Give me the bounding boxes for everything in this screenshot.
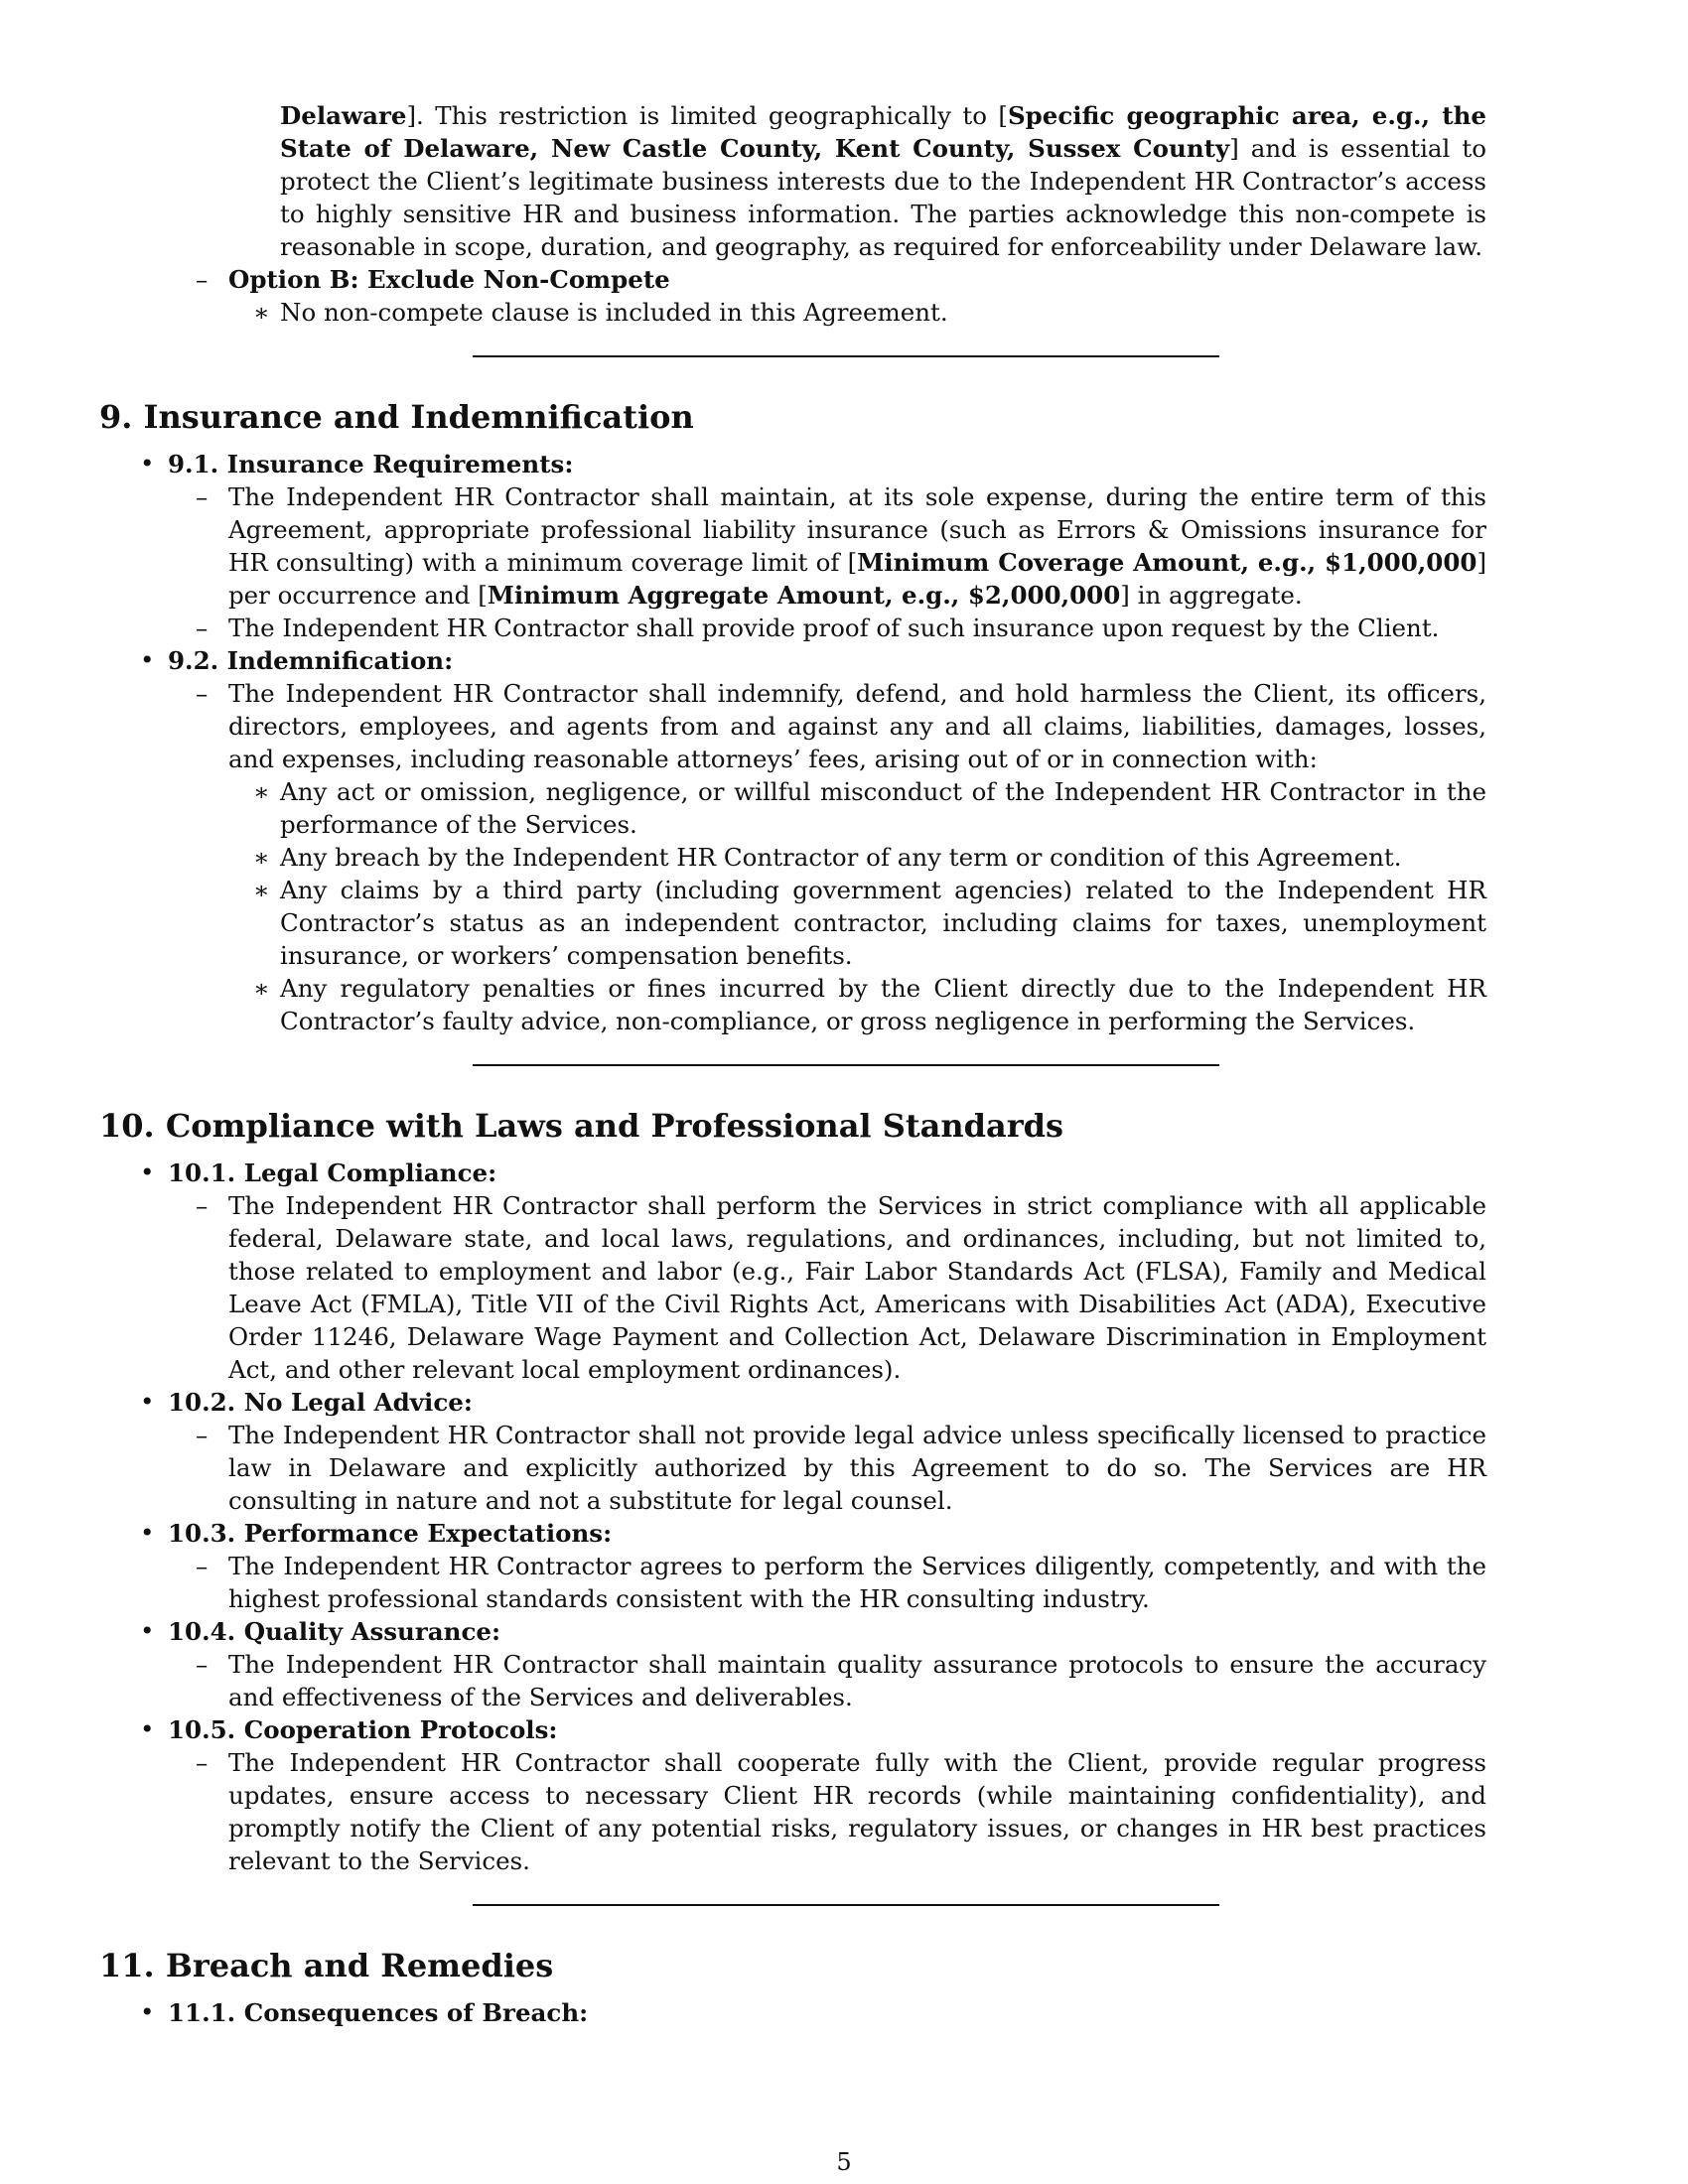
subsection-11-1: • 11.1. Consequences of Breach: (140, 1997, 589, 2027)
bullet-marker: • (140, 645, 155, 674)
s101-paragraph: – The Independent HR Contractor shall perform the Services in strict compliance with all applicable federal, Delaware state, and local laws, regulations, and ordinances, including, but not limited to, those related to employment and labor (e.g., Fair Labor Standards Act (FLSA), Family and Medical Leave Act (FMLA), Title VII of the Civil Rights Act, Americans with Disabilities Act (ADA), Executive Order 11246, Delaware Wage Payment and Collection Act, Delaware Discrimination in Employment Act, and other relevant local employment ordinances). (196, 1191, 1486, 1384)
section-10-title: 10. Compliance with Laws and Professional Standards (99, 1107, 1063, 1145)
noncompete-continuation: Delaware]. This restriction is limited geographically to [Specific geographic area, e.g., the State of Delaware, New Castle County, Kent County, Sussex County] and is essential to protect the Client’s legitimate business interests due to the Independent HR Contractor’s access to highly sensitive HR and business information. The parties acknowledge this non-compete is reasonable in scope, duration, and geography, as required for enforceability under Delaware law. (280, 101, 1486, 261)
option-b: – Option B: Exclude Non-Compete (196, 265, 670, 294)
option-b-item: ∗ No non-compete clause is included in this Agreement. (253, 298, 948, 327)
subsection-10-1: • 10.1. Legal Compliance: (140, 1158, 497, 1187)
s92-paragraph: – The Independent HR Contractor shall indemnify, defend, and hold harmless the Client, its officers, directors, employees, and agents from and against any and all claims, liabilities, damages, losses, and expenses, including reasonable attorneys’ fees, arising out of or in connection with: (196, 679, 1486, 773)
dash-marker: – (196, 265, 209, 294)
subsection-9-2: • 9.2. Indemnification: (140, 645, 454, 675)
section-9-title: 9. Insurance and Indemnification (99, 398, 694, 436)
asterisk-marker: ∗ (253, 298, 270, 327)
s102-paragraph: – The Independent HR Contractor shall not provide legal advice unless specifically licensed to practice law in Delaware and explicitly authorized by this Agreement to do so. The Services are HR consulting in nature and not a substitute for legal counsel. (196, 1421, 1486, 1515)
subsection-10-5: • 10.5. Cooperation Protocols: (140, 1714, 558, 1744)
list-item: ∗ Any regulatory penalties or fines incurred by the Client directly due to the Independent HR Contractor’s faulty advice, non-compliance, or gross negligence in performing the Services. (253, 974, 1486, 1035)
s91-paragraph-2: – The Independent HR Contractor shall provide proof of such insurance upon request by the Client. (196, 614, 1440, 642)
s105-paragraph: – The Independent HR Contractor shall cooperate fully with the Client, provide regular progress updates, ensure access to necessary Client HR records (while maintaining confidentiality), and promptly notify the Client of any potential risks, regulatory issues, or changes in HR best practices relevant to the Services. (196, 1748, 1486, 1875)
subsection-9-1: • 9.1. Insurance Requirements: (140, 449, 574, 478)
section-divider (473, 1904, 1219, 1906)
document-page (99, 99, 1589, 2029)
subsection-10-2: • 10.2. No Legal Advice: (140, 1387, 473, 1417)
subsection-10-3: • 10.3. Performance Expectations: (140, 1518, 613, 1548)
page-number: 5 (836, 2148, 852, 2176)
section-11-title: 11. Breach and Remedies (99, 1947, 554, 1984)
section-divider (473, 355, 1219, 357)
section-divider (473, 1064, 1219, 1066)
bullet-marker: • (140, 449, 155, 478)
s91-paragraph-1: – The Independent HR Contractor shall maintain, at its sole expense, during the entire term of this Agreement, appropriate professional liability insurance (such as Errors & Omissions insurance for HR consulting) with a minimum coverage limit of [Minimum Coverage Amount, e.g., $1,000,000] per occurrence and [Minimum Aggregate Amount, e.g., $2,000,000] in aggregate. (196, 482, 1487, 610)
list-item: ∗ Any claims by a third party (including government agencies) related to the Independent HR Contractor’s status as an independent contractor, including claims for taxes, unemployment insurance, or workers’ compensation benefits. (253, 876, 1486, 970)
subsection-10-4: • 10.4. Quality Assurance: (140, 1616, 501, 1646)
s103-paragraph: – The Independent HR Contractor agrees to perform the Services diligently, competently, and with the highest professional standards consistent with the HR consulting industry. (196, 1552, 1486, 1613)
s104-paragraph: – The Independent HR Contractor shall maintain quality assurance protocols to ensure the accuracy and effectiveness of the Services and deliverables. (196, 1650, 1486, 1711)
list-item: ∗ Any act or omission, negligence, or willful misconduct of the Independent HR Contractor in the performance of the Services. (253, 777, 1486, 839)
list-item: ∗ Any breach by the Independent HR Contractor of any term or condition of this Agreement. (253, 843, 1402, 872)
